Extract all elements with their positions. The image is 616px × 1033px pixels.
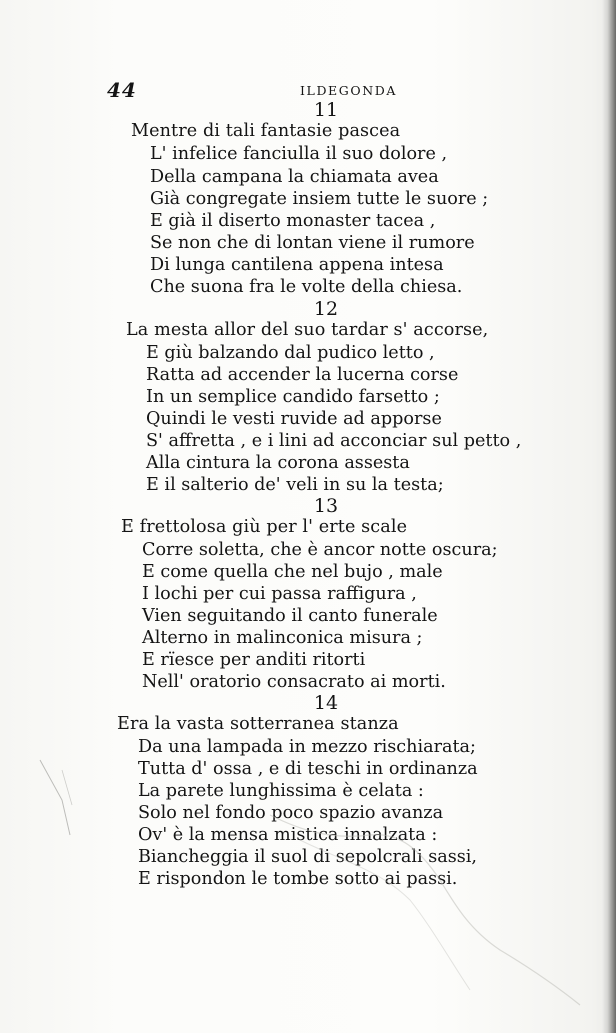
verse-line: Era la vasta sotterranea stanza	[117, 714, 399, 734]
verse-line: Tutta d' ossa , e di teschi in ordinanza	[138, 759, 478, 779]
verse-line: Biancheggia il suol di sepolcrali sassi,	[138, 847, 478, 867]
page-number: 44	[107, 78, 137, 102]
verse-line: Mentre di tali fantasie pascea	[131, 121, 401, 141]
verse-line: Da una lampada in mezzo rischiarata;	[138, 737, 476, 757]
verse-line: La parete lunghissima è celata :	[138, 781, 424, 801]
verse-line: Già congregate insiem tutte le suore ;	[150, 189, 489, 209]
stanza-number: 13	[313, 495, 339, 517]
verse-line: Di lunga cantilena appena intesa	[150, 255, 444, 275]
stanza-number: 12	[313, 298, 339, 320]
verse-line: Ov' è la mensa mistica innalzata :	[138, 825, 438, 845]
verse-line: Se non che di lontan viene il rumore	[150, 233, 475, 253]
verse-line: Che suona fra le volte della chiesa.	[150, 277, 463, 297]
verse-line: Nell' oratorio consacrato ai morti.	[142, 672, 446, 692]
verse-line: L' infelice fanciulla il suo dolore ,	[150, 144, 448, 164]
page-edge-shadow	[602, 0, 616, 1033]
stanza-number: 11	[313, 99, 339, 121]
verse-line: E giù balzando dal pudico letto ,	[146, 343, 435, 363]
verse-line: Vien seguitando il canto funerale	[142, 606, 438, 626]
verse-line: Solo nel fondo poco spazio avanza	[138, 803, 444, 823]
verse-line: E rispondon le tombe sotto ai passi.	[138, 869, 458, 889]
verse-line: Alterno in malinconica misura ;	[142, 628, 423, 648]
verse-line: In un semplice candido farsetto ;	[146, 387, 440, 407]
verse-line: E già il diserto monaster tacea ,	[150, 211, 436, 231]
verse-line: Alla cintura la corona assesta	[146, 453, 410, 473]
verse-line: La mesta allor del suo tardar s' accorse,	[126, 320, 489, 340]
verse-line: E frettolosa giù per l' erte scale	[121, 517, 408, 537]
verse-line: Corre soletta, che è ancor notte oscura;	[142, 540, 498, 560]
stanza-number: 14	[313, 692, 339, 714]
verse-line: E come quella che nel bujo , male	[142, 562, 443, 582]
verse-line: E rïesce per anditi ritorti	[142, 650, 366, 670]
verse-line: Ratta ad accender la lucerna corse	[146, 365, 459, 385]
verse-line: Della campana la chiamata avea	[150, 167, 439, 187]
verse-line: I lochi per cui passa raffigura ,	[142, 584, 417, 604]
verse-line: S' affretta , e i lini ad acconciar sul petto ,	[146, 431, 522, 451]
running-title: ILDEGONDA	[300, 83, 398, 98]
verse-line: E il salterio de' veli in su la testa;	[146, 475, 444, 495]
verse-line: Quindi le vesti ruvide ad apporse	[146, 409, 442, 429]
